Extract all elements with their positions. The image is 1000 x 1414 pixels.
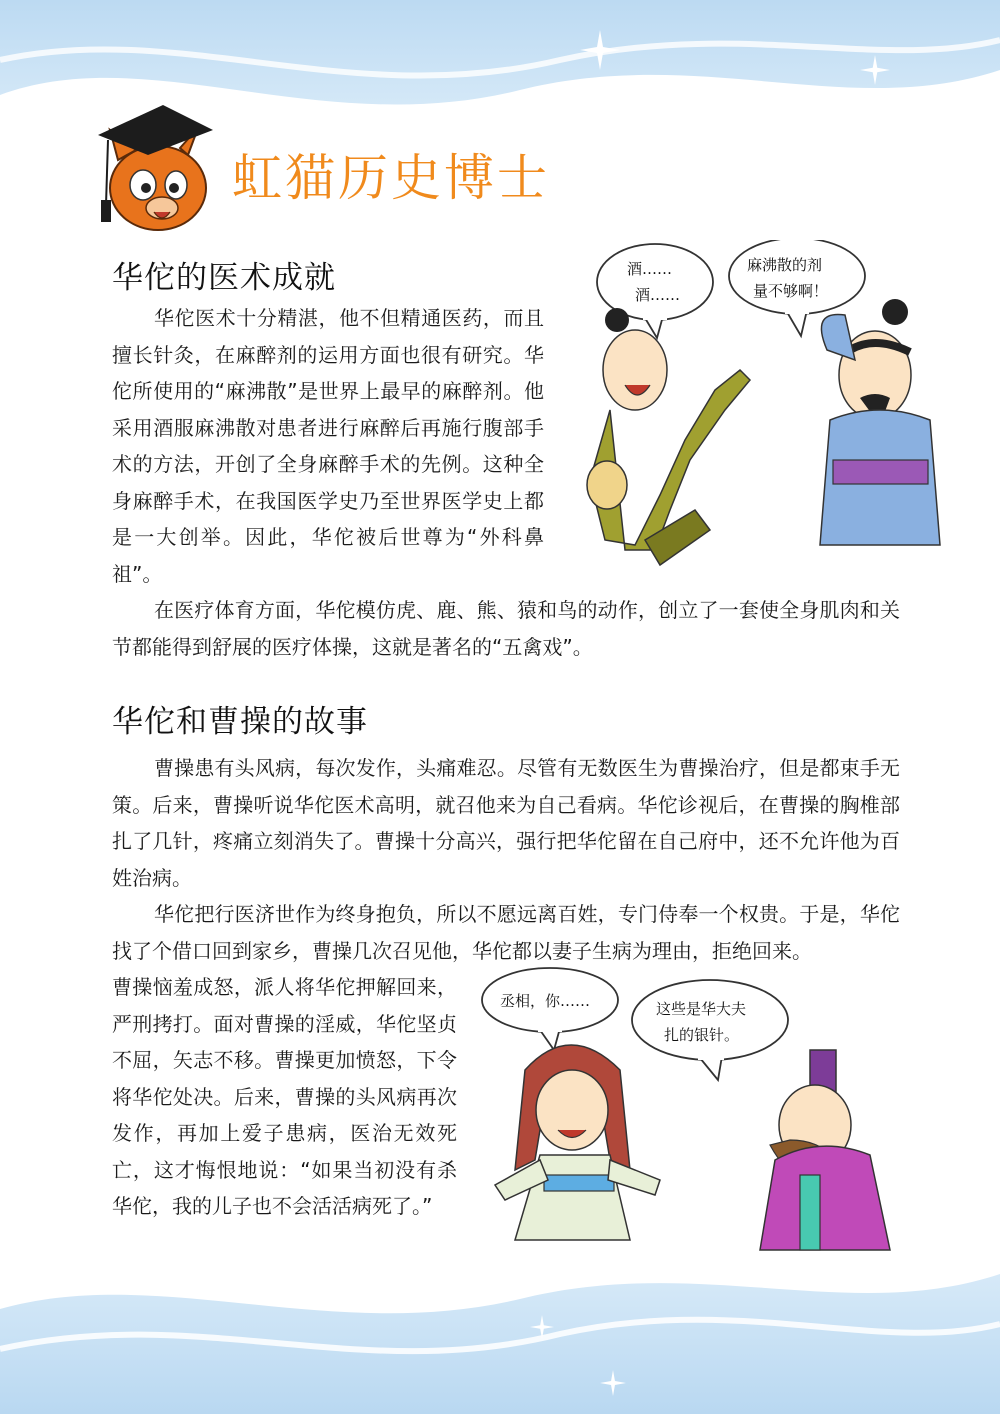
bubble-right-line2: 量不够啊！ (753, 282, 829, 300)
sparkle-icon (600, 1370, 626, 1396)
bubble-right-line2: 扎的银针。 (664, 1026, 740, 1044)
mascot-cat-graduate-icon (88, 100, 218, 235)
section2-paragraph-1: 曹操患有头风病，每次发作，头痛难忍。尽管有无数医生为曹操治疗，但是都束手无策。后来，曹操听说华佗医术高明，就召他来为自己看病。华佗诊视后，在曹操的胸椎部扎了几针，疼痛立刻消失了。曹操十分高兴，强行把华佗留在自己府中，还不允许他为百姓治病。 (112, 756, 900, 890)
caocao-figure (760, 1050, 890, 1250)
section1-paragraph-2: 在医疗体育方面，华佗模仿虎、鹿、熊、猿和鸟的动作，创立了一套使全身肌肉和关节都能得到舒展的医疗体操，这就是著名的“五禽戏”。 (112, 598, 900, 659)
section1-paragraph-1: 华佗医术十分精湛，他不但精通医药，而且擅长针灸，在麻醉剂的运用方面也很有研究。华佗所使用的“麻沸散”是世界上最早的麻醉剂。他采用酒服麻沸散对患者进行麻醉后再施行腹部手术的方法，开创了全身麻醉手术的先例。这种全身麻醉手术，在我国医学史乃至世界医学史上都是一大创举。因此，华佗被后世尊为“外科鼻祖”。 (112, 306, 544, 586)
bubble-left-line1: 酒…… (627, 260, 673, 278)
sparkle-icon (860, 55, 890, 85)
drunk-patient-figure (587, 308, 750, 565)
huatuo-figure (820, 299, 940, 545)
attendant-figure (495, 1045, 660, 1240)
section-heading-caocao-story: 华佗和曹操的故事 (112, 704, 368, 740)
bubble-left-line2: 酒…… (635, 286, 681, 304)
section2-paragraph-3: 曹操恼羞成怒，派人将华佗押解回来，严刑拷打。面对曹操的淫威，华佗坚贞不屈，矢志不移。曹操更加愤怒，下令将华佗处决。后来，曹操的头风病再次发作，再加上爱子患病，医治无效死亡，这才悔恨地说：“如果当初没有杀华佗，我的儿子也不会活活病死了。” (112, 975, 457, 1218)
sparkle-icon (530, 1315, 554, 1339)
sparkle-icon (580, 30, 620, 70)
speech-bubble-right (632, 980, 788, 1080)
section2-paragraph-2: 华佗把行医济世作为终身抱负，所以不愿远离百姓，专门侍奉一个权贵。于是，华佗找了个借口回到家乡，曹操几次召见他，华佗都以妻子生病为理由，拒绝回来。 (112, 902, 900, 963)
bubble-left-text: 丞相，你…… (500, 992, 591, 1010)
page-title: 虹猫历史博士 (232, 149, 550, 207)
illustration-drunk-patient-and-huatuo (565, 240, 950, 570)
section-heading-medical-achievements: 华佗的医术成就 (112, 260, 336, 296)
illustration-caocao-and-attendant (470, 960, 900, 1255)
bubble-right-line1: 麻沸散的剂 (747, 256, 823, 274)
bubble-right-line1: 这些是华大夫 (656, 1000, 747, 1018)
speech-bubble-left (482, 968, 618, 1050)
